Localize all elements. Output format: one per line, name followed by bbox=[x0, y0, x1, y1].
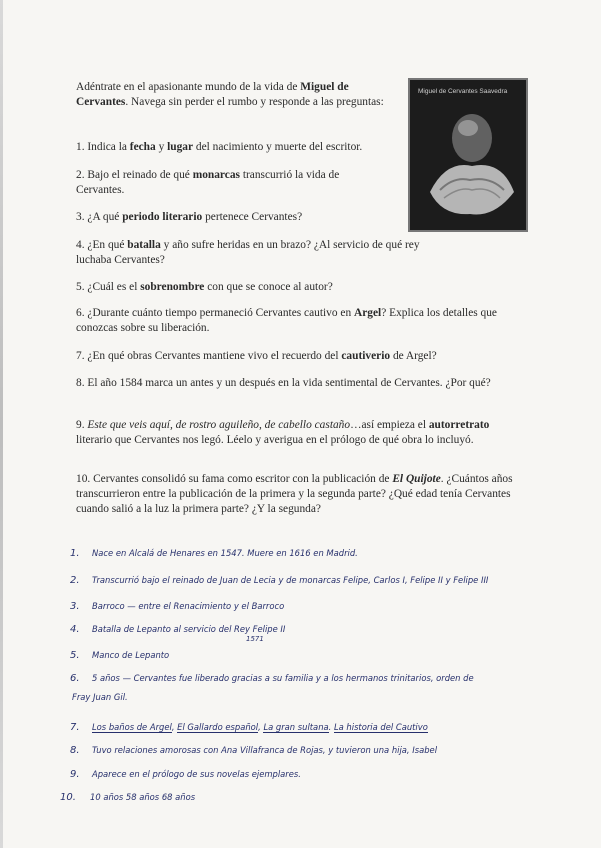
q3-bold: periodo literario bbox=[122, 211, 203, 223]
q8-text: 8. El año 1584 marca un antes y un después en la vida sentimental de Cervantes. ¿Por qué? bbox=[76, 377, 491, 389]
q10-text-c: . ¿Cuántos años transcurrieron entre la publicación de la primera y la segunda parte? ¿Qué edad tenía Cervantes cuando salió a la luz la primera parte? ¿Y la segunda? bbox=[76, 473, 513, 515]
answer-number: 7. bbox=[70, 722, 80, 733]
q9-text-d: literario que Cervantes nos legó. Léelo y averigua en el prólogo de qué obra lo incluyó. bbox=[76, 434, 474, 446]
q4-bold: batalla bbox=[127, 239, 161, 251]
answer-9 bbox=[70, 769, 301, 780]
answer-text: Fray Juan Gil. bbox=[72, 692, 128, 702]
answer-10 bbox=[60, 792, 195, 803]
answer-note: 1571 bbox=[246, 635, 264, 643]
answer-number: 1. bbox=[70, 548, 80, 559]
intro-text-end: . Navega sin perder el rumbo y responde a las preguntas: bbox=[125, 96, 384, 108]
q5-bold: sobrenombre bbox=[140, 281, 205, 293]
answer-text: Tuvo relaciones amorosas con Ana Villafranca de Rojas, y tuvieron una hija, Isabel bbox=[92, 745, 438, 755]
question-5 bbox=[76, 280, 486, 295]
answer-2 bbox=[70, 575, 488, 586]
q9-text-a: 9. bbox=[76, 419, 88, 431]
answer-text: Barroco — entre el Renacimiento y el Barroco bbox=[92, 601, 285, 611]
q10-book-title: El Quijote bbox=[392, 473, 441, 485]
answer-3 bbox=[70, 601, 284, 612]
q7-text-a: 7. ¿En qué obras Cervantes mantiene vivo el recuerdo del bbox=[76, 350, 342, 362]
question-9 bbox=[76, 418, 501, 448]
q1-bold-2: lugar bbox=[167, 141, 194, 153]
work-title: La historia del Cautivo bbox=[333, 722, 428, 732]
answer-number: 8. bbox=[70, 745, 80, 756]
question-8 bbox=[76, 376, 506, 391]
answer-6 bbox=[70, 673, 474, 684]
question-6 bbox=[76, 306, 514, 336]
q10-text-a: 10. Cervantes consolidó su fama como escritor con la publicación de bbox=[76, 473, 393, 485]
q2-text-a: 2. Bajo el reinado de qué bbox=[76, 169, 193, 181]
q5-text-a: 5. ¿Cuál es el bbox=[76, 281, 141, 293]
answer-1 bbox=[70, 548, 358, 559]
intro-text: Adéntrate en el apasionante mundo de la vida de bbox=[76, 81, 301, 93]
answer-7: 7. Los baños de Argel, El Gallardo español, La gran sultana. La historia del Cautivo bbox=[70, 722, 428, 733]
portrait-illustration bbox=[410, 80, 526, 230]
q1-text-d: del nacimiento y muerte del escritor. bbox=[193, 141, 363, 153]
q1-text-c: y bbox=[155, 141, 168, 153]
answer-text: 10 años 58 años 68 años bbox=[90, 792, 196, 802]
question-10 bbox=[76, 472, 516, 517]
question-1 bbox=[76, 140, 486, 155]
answer-number: 5. bbox=[70, 650, 80, 661]
answer-6-continued bbox=[72, 692, 128, 702]
answer-5 bbox=[70, 650, 169, 661]
answer-text: Aparece en el prólogo de sus novelas ejemplares. bbox=[92, 769, 301, 779]
answer-text: Manco de Lepanto bbox=[92, 650, 170, 660]
q9-bold: autorretrato bbox=[428, 419, 490, 431]
answer-8 bbox=[70, 745, 437, 756]
answer-4 bbox=[70, 624, 286, 643]
q6-text-c: ? Explica los detalles que conozcas sobre su liberación. bbox=[76, 307, 497, 334]
cervantes-portrait bbox=[408, 78, 528, 232]
answer-number: 9. bbox=[70, 769, 80, 780]
author-name: Miguel de Cervantes bbox=[76, 81, 349, 108]
answer-text: Batalla de Lepanto al servicio del Rey Felipe II bbox=[92, 624, 286, 634]
answer-number: 6. bbox=[70, 673, 80, 684]
answer-number: 2. bbox=[70, 575, 80, 586]
answer-text: 5 años — Cervantes fue liberado gracias a su familia y a los hermanos trinitarios, orden de bbox=[92, 673, 474, 683]
question-7 bbox=[76, 349, 516, 364]
page-edge bbox=[0, 0, 3, 848]
q1-text-a: 1. Indica la bbox=[76, 141, 130, 153]
q5-text-c: con que se conoce al autor? bbox=[204, 281, 333, 293]
q7-bold: cautiverio bbox=[341, 350, 391, 362]
q2-bold: monarcas bbox=[192, 169, 240, 181]
answer-text: Nace en Alcalá de Henares en 1547. Muere en 1616 en Madrid. bbox=[92, 548, 358, 558]
answer-number: 4. bbox=[70, 624, 80, 635]
answer-text: Transcurrió bajo el reinado de Juan de Lecia y de monarcas Felipe, Carlos I, Felipe II y Felipe III bbox=[92, 575, 489, 585]
q6-text-a: 6. ¿Durante cuánto tiempo permaneció Cervantes cautivo en bbox=[76, 307, 355, 319]
question-4 bbox=[76, 238, 428, 268]
q4-text-c: y año sufre heridas en un brazo? ¿Al servicio de qué rey luchaba Cervantes? bbox=[76, 239, 420, 266]
question-3 bbox=[76, 210, 486, 225]
q7-text-c: de Argel? bbox=[390, 350, 437, 362]
work-title: El Gallardo español bbox=[177, 722, 259, 732]
q4-text-a: 4. ¿En qué bbox=[76, 239, 128, 251]
answer-number: 3. bbox=[70, 601, 80, 612]
q3-text-a: 3. ¿A qué bbox=[76, 211, 123, 223]
answer-number: 10. bbox=[60, 792, 76, 803]
q3-text-c: pertenece Cervantes? bbox=[202, 211, 303, 223]
portrait-caption: Miguel de Cervantes Saavedra bbox=[418, 88, 508, 95]
q9-quote: Este que veis aquí, de rostro aguileño, de cabello castaño bbox=[87, 419, 351, 431]
intro-paragraph bbox=[76, 80, 388, 110]
q9-text-c: …así empieza el bbox=[350, 419, 429, 431]
q2-text-c: transcurrió la vida de Cervantes. bbox=[76, 169, 340, 196]
work-title: Los baños de Argel bbox=[92, 722, 172, 732]
q1-bold-1: fecha bbox=[129, 141, 156, 153]
work-title: La gran sultana bbox=[263, 722, 329, 732]
question-2 bbox=[76, 168, 358, 198]
q6-bold: Argel bbox=[354, 307, 382, 319]
